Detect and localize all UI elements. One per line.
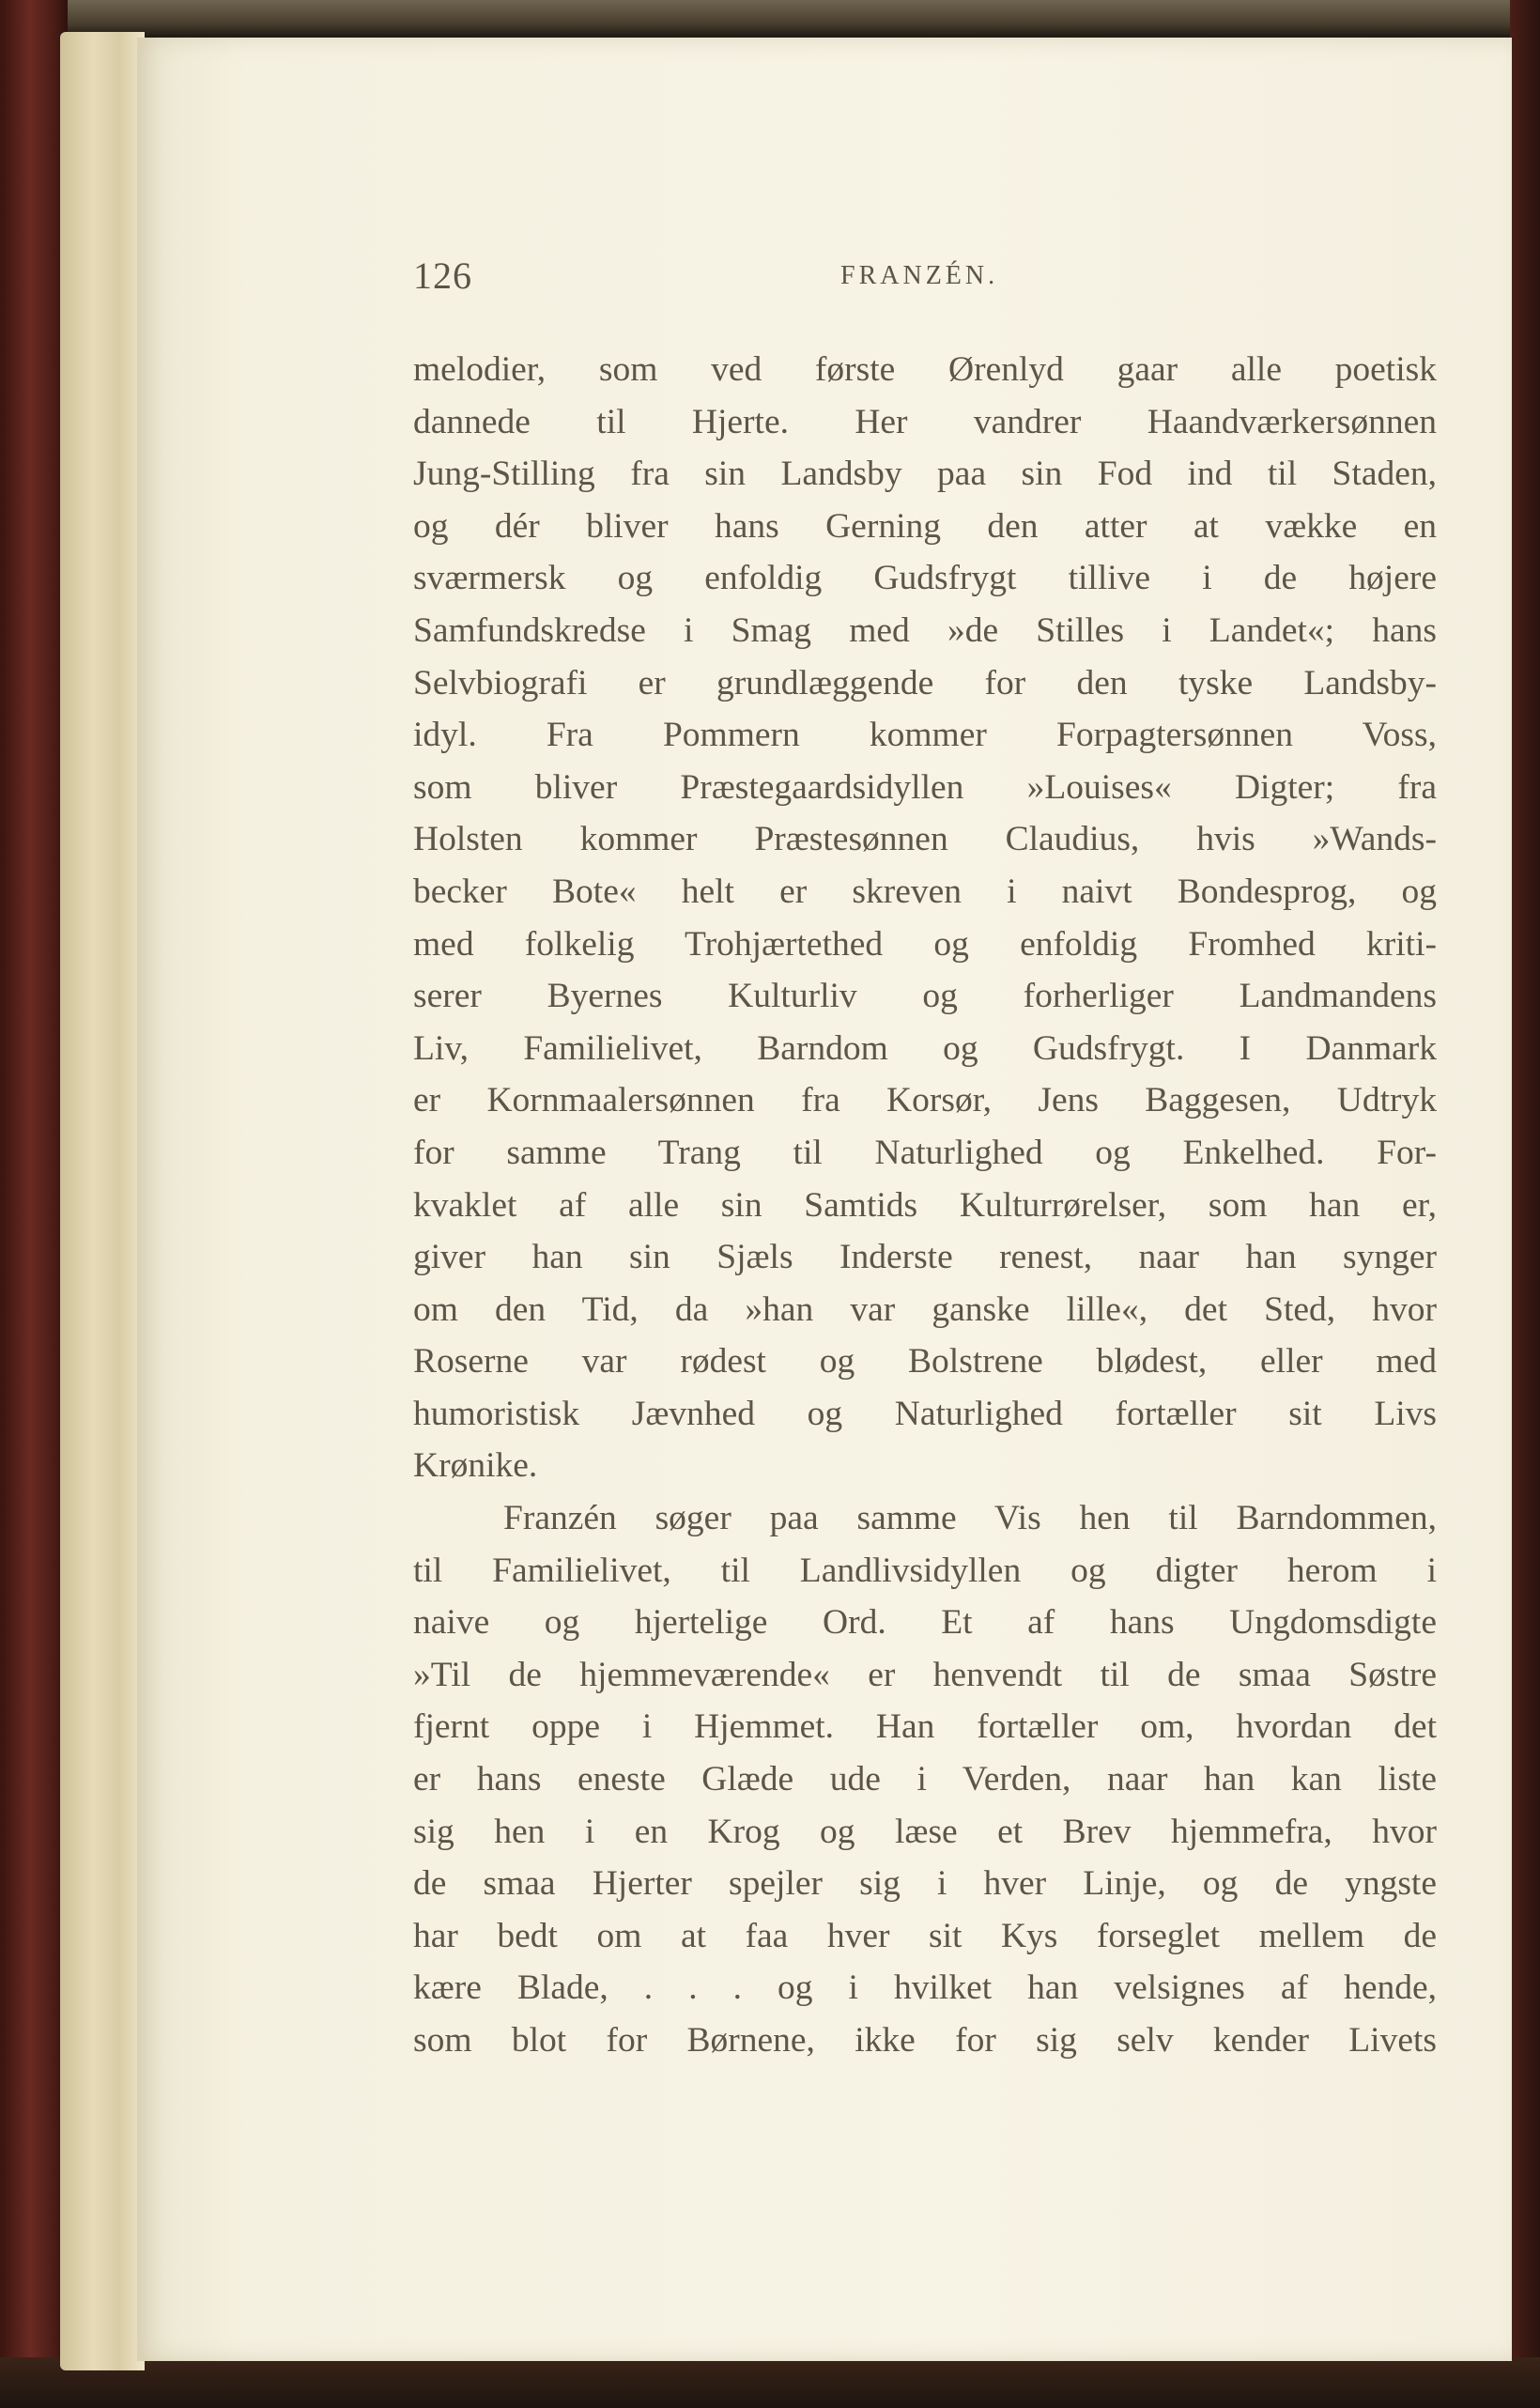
text-line: for samme Trang til Naturlighed og Enkelhed. For- bbox=[413, 1133, 1437, 1172]
text-line: giver han sin Sjæls Inderste renest, naar han synger bbox=[413, 1238, 1437, 1277]
text-line: om den Tid, da »han var ganske lille«, det Sted, hvor bbox=[413, 1289, 1437, 1329]
text-line: dannede til Hjerte. Her vandrer Haandværkersønnen bbox=[413, 402, 1437, 441]
page-edges bbox=[60, 32, 145, 2370]
text-line: kære Blade, . . . og i hvilket han velsignes af hende, bbox=[413, 1968, 1437, 2008]
text-line: med folkelig Trohjærtethed og enfoldig Fromhed kriti- bbox=[413, 924, 1437, 964]
text-line: Liv, Familielivet, Barndom og Gudsfrygt. I Danmark bbox=[413, 1028, 1437, 1068]
running-title: FRANZÉN. bbox=[840, 261, 999, 290]
text-line: Franzén søger paa samme Vis hen til Barndommen, bbox=[503, 1499, 1437, 1538]
text-line: er hans eneste Glæde ude i Verden, naar han kan liste bbox=[413, 1760, 1437, 1799]
text-line: er Kornmaalersønnen fra Korsør, Jens Baggesen, Udtryk bbox=[413, 1081, 1437, 1120]
text-line: til Familielivet, til Landlivsidyllen og digter herom i bbox=[413, 1551, 1437, 1590]
text-line: Samfundskredse i Smag med »de Stilles i Landet«; hans bbox=[413, 610, 1437, 650]
text-line: Selvbiografi er grundlæggende for den tyske Landsby- bbox=[413, 663, 1437, 702]
body-text bbox=[413, 344, 1437, 2067]
book-cover-top bbox=[0, 0, 1540, 38]
book-cover-bottom bbox=[0, 2357, 1540, 2408]
text-line: Roserne var rødest og Bolstrene blødest, eller med bbox=[413, 1342, 1437, 1382]
running-head bbox=[413, 254, 1446, 301]
text-line: Krønike. bbox=[413, 1446, 538, 1486]
text-line: de smaa Hjerter spejler sig i hver Linje, og de yngste bbox=[413, 1864, 1437, 1904]
text-line: Jung-Stilling fra sin Landsby paa sin Fod ind til Staden, bbox=[413, 455, 1437, 494]
page-number: 126 bbox=[413, 255, 472, 297]
text-line: som blot for Børnene, ikke for sig selv kender Livets bbox=[413, 2021, 1437, 2060]
text-line: kvaklet af alle sin Samtids Kulturrørelser, som han er, bbox=[413, 1185, 1437, 1225]
text-line: idyl. Fra Pommern kommer Forpagtersønnen Voss, bbox=[413, 716, 1437, 755]
text-line: »Til de hjemmeværende« er henvendt til de smaa Søstre bbox=[413, 1655, 1437, 1694]
text-line: naive og hjertelige Ord. Et af hans Ungdomsdigte bbox=[413, 1603, 1437, 1643]
text-line: fjernt oppe i Hjemmet. Han fortæller om, hvordan det bbox=[413, 1707, 1437, 1747]
paragraph-2 bbox=[413, 1492, 1437, 2067]
book-cover-left bbox=[0, 0, 68, 2408]
text-line: sig hen i en Krog og læse et Brev hjemmefra, hvor bbox=[413, 1812, 1437, 1851]
text-line: Holsten kommer Præstesønnen Claudius, hvis »Wands- bbox=[413, 820, 1437, 859]
paragraph-1 bbox=[413, 344, 1437, 1492]
text-line: som bliver Præstegaardsidyllen »Louises« Digter; fra bbox=[413, 767, 1437, 807]
text-line: becker Bote« helt er skreven i naivt Bondesprog, og bbox=[413, 872, 1437, 911]
text-line: melodier, som ved første Ørenlyd gaar alle poetisk bbox=[413, 350, 1437, 389]
book-cover-right bbox=[1510, 0, 1540, 2408]
text-line: og dér bliver hans Gerning den atter at vække en bbox=[413, 506, 1437, 546]
text-line: sværmersk og enfoldig Gudsfrygt tillive i de højere bbox=[413, 559, 1437, 598]
text-line: serer Byernes Kulturliv og forherliger Landmandens bbox=[413, 977, 1437, 1016]
text-line: humoristisk Jævnhed og Naturlighed fortæller sit Livs bbox=[413, 1394, 1437, 1433]
text-line: har bedt om at faa hver sit Kys forseglet mellem de bbox=[413, 1916, 1437, 1955]
